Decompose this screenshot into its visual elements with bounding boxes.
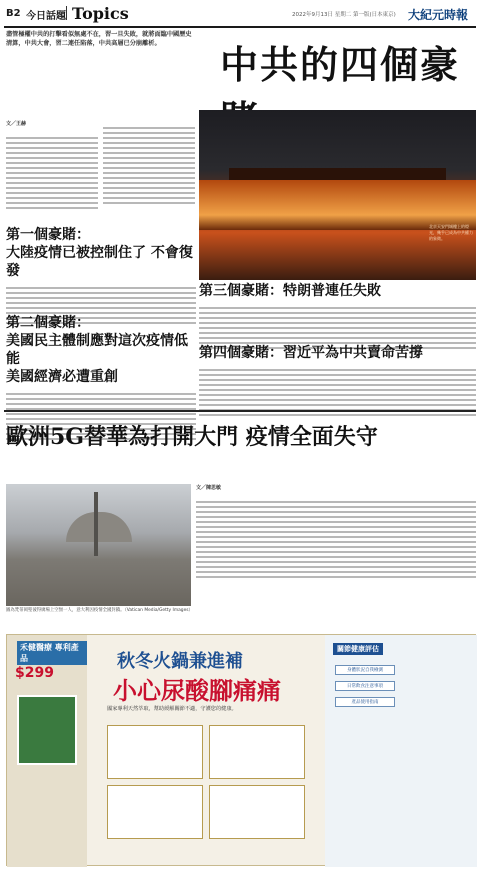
newspaper-logo: 大紀元時報 (408, 8, 469, 22)
section-heading (199, 344, 476, 419)
ad-side-title: 關節健康評估 (333, 643, 383, 655)
ad-info-cell (107, 785, 203, 839)
product-box-icon (17, 695, 77, 765)
topics-label: Topics (72, 4, 129, 23)
ad-info-cell (107, 725, 203, 779)
body-text (6, 130, 98, 209)
basilica-dome (66, 512, 132, 542)
ad-product-panel (7, 635, 87, 867)
article2-body (196, 484, 476, 581)
byline: 文／陳思敏 (196, 485, 222, 491)
body-text (199, 362, 476, 416)
ad-title-line1: 秋冬火鍋兼進補 (117, 651, 243, 672)
body-text (199, 300, 476, 349)
section-heading (199, 282, 476, 352)
main-headline: 中共的四個豪 (220, 42, 461, 87)
section-heading (6, 226, 196, 327)
ad-subtitle: 國家專利天然萃取，幫助緩解關節不適，守護您的健康。 (107, 706, 237, 712)
section-title: 第一個豪賭： 大陸疫情已被控制住了 不會復發 (6, 227, 193, 279)
body-text (103, 120, 195, 204)
issue-date: 2022年9月13日 星期二 第一版(日本東京) (292, 12, 396, 18)
byline: 文／王赫 (6, 121, 27, 127)
section-title: 第三個豪賭：特朗普連任失敗 (199, 283, 381, 299)
section-title: 第四個豪賭：習近平為中共賣命苦撐 (199, 345, 423, 361)
ad-button[interactable]: 產品使用指南 (335, 697, 395, 707)
ad-info-cell (209, 785, 305, 839)
section-title: 第二個豪賭： 美國民主體制應對這次疫情低能 美國經濟必遭重創 (6, 315, 188, 385)
article-column (6, 120, 98, 212)
masthead-divider (66, 6, 67, 20)
ad-info-grid (107, 725, 307, 841)
vatican-square-photo (6, 484, 191, 606)
ad-info-cell (209, 725, 305, 779)
photo-caption: 北京天安門城樓上的燈光，幾乎已成為中共權力的象徵。 (429, 224, 473, 241)
obelisk (94, 492, 98, 556)
building-glow (199, 180, 476, 230)
ad-price: $299 (15, 665, 54, 681)
ad-title-line2: 小心尿酸腳痛痛 (113, 676, 281, 705)
lead-intro (6, 30, 196, 48)
ad-button[interactable]: 日常飲食注意事項 (335, 681, 395, 691)
article2-headline: 歐洲5G替華為打開大門 疫情全面失守 (6, 424, 378, 450)
ad-side-panel (325, 635, 477, 867)
advertisement[interactable] (6, 634, 476, 866)
section-name: 今日話題 (26, 11, 66, 22)
photo-caption: 圖為梵蒂岡聖彼得廣場上空無一人，意大利因疫情全國封鎖。（Vatican Media/Getty Images） (6, 608, 193, 613)
ad-button[interactable]: 身體狀況自我檢測 (335, 665, 395, 675)
lead-text: 盡管極權中共的打擊看似無處不在，習一旦失敗，就將面臨中國歷史清算，中共大會，習二連任陷落，中共高層已分崩離析。 (6, 31, 192, 47)
section-divider (4, 410, 476, 412)
forbidden-city-photo (199, 110, 476, 280)
ad-brand-label: 禾健醫療 專利產品 (17, 641, 87, 665)
article-column (103, 120, 195, 207)
body-text (196, 494, 476, 578)
page-number: B2 (6, 8, 21, 19)
masthead-rule (4, 26, 476, 28)
